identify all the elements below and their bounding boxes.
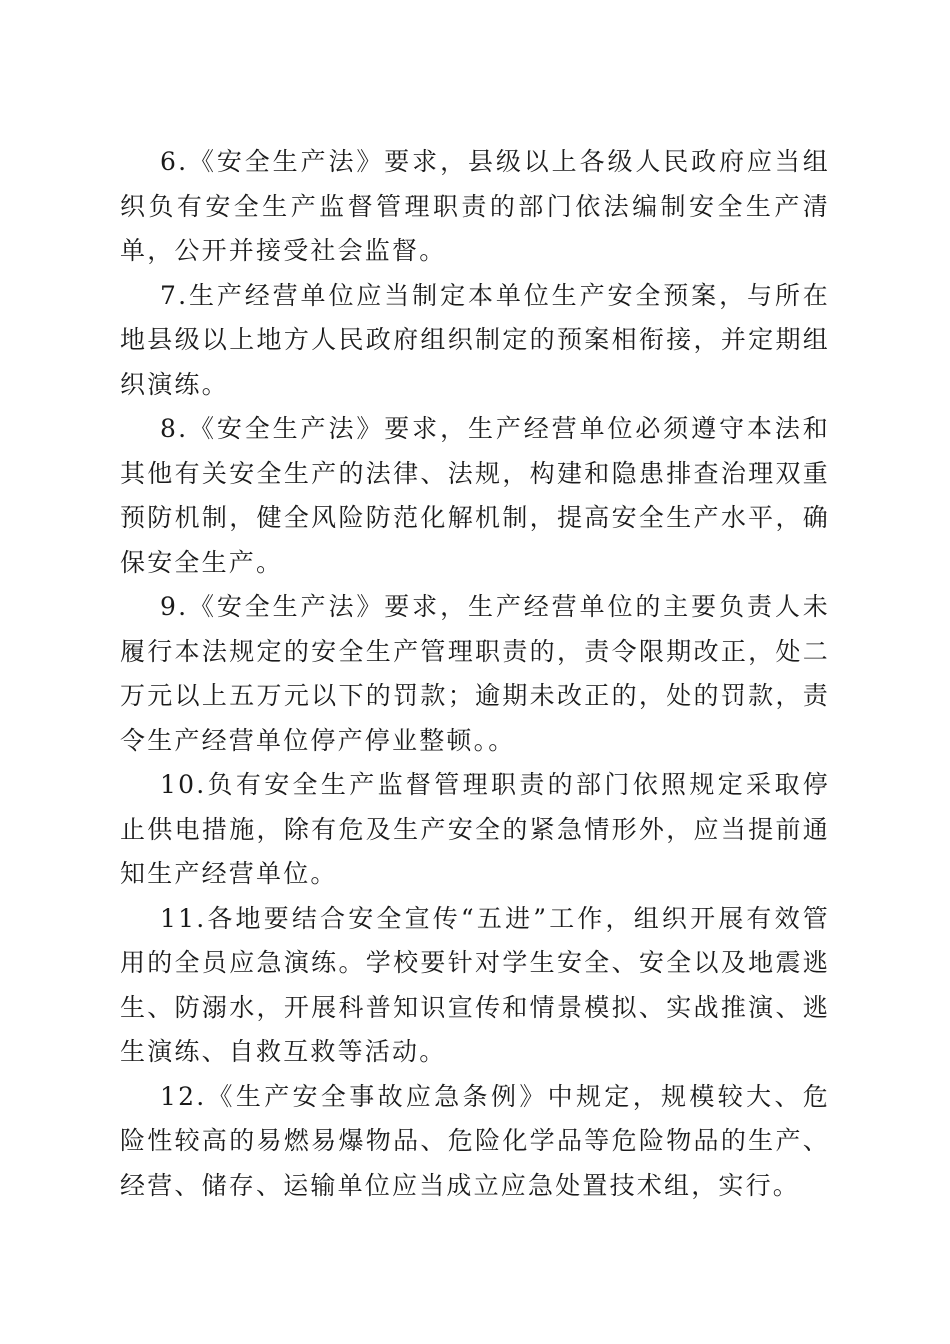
document-body	[120, 140, 830, 1208]
paragraph-6: 6.《安全生产法》要求，县级以上各级人民政府应当组织负有安全生产监督管理职责的部门依法编制安全生产清单，公开并接受社会监督。	[120, 147, 830, 265]
paragraph-7: 7.生产经营单位应当制定本单位生产安全预案，与所在地县级以上地方人民政府组织制定的预案相衔接，并定期组织演练。	[120, 280, 830, 399]
paragraph-11: 11.各地要结合安全宣传“五进”工作，组织开展有效管用的全员应急演练。学校要针对学生安全、安全以及地震逃生、防溺水，开展科普知识宣传和情景模拟、实战推演、逃生演练、自救互救等活动。	[120, 903, 830, 1066]
paragraph-12: 12.《生产安全事故应急条例》中规定，规模较大、危险性较高的易燃易爆物品、危险化学品等危险物品的生产、经营、储存、运输单位应当成立应急处置技术组，实行。	[120, 1081, 830, 1200]
paragraph-10: 10.负有安全生产监督管理职责的部门依照规定采取停止供电措施，除有危及生产安全的紧急情形外，应当提前通知生产经营单位。	[120, 770, 830, 888]
paragraph-8: 8.《安全生产法》要求，生产经营单位必须遵守本法和其他有关安全生产的法律、法规，构建和隐患排查治理双重预防机制，健全风险防范化解机制，提高安全生产水平，确保安全生产。	[120, 414, 830, 577]
paragraph-9: 9.《安全生产法》要求，生产经营单位的主要负责人未履行本法规定的安全生产管理职责的，责令限期改正，处二万元以上五万元以下的罚款；逾期未改正的，处的罚款，责令生产经营单位停产停业整顿。。	[120, 592, 830, 755]
